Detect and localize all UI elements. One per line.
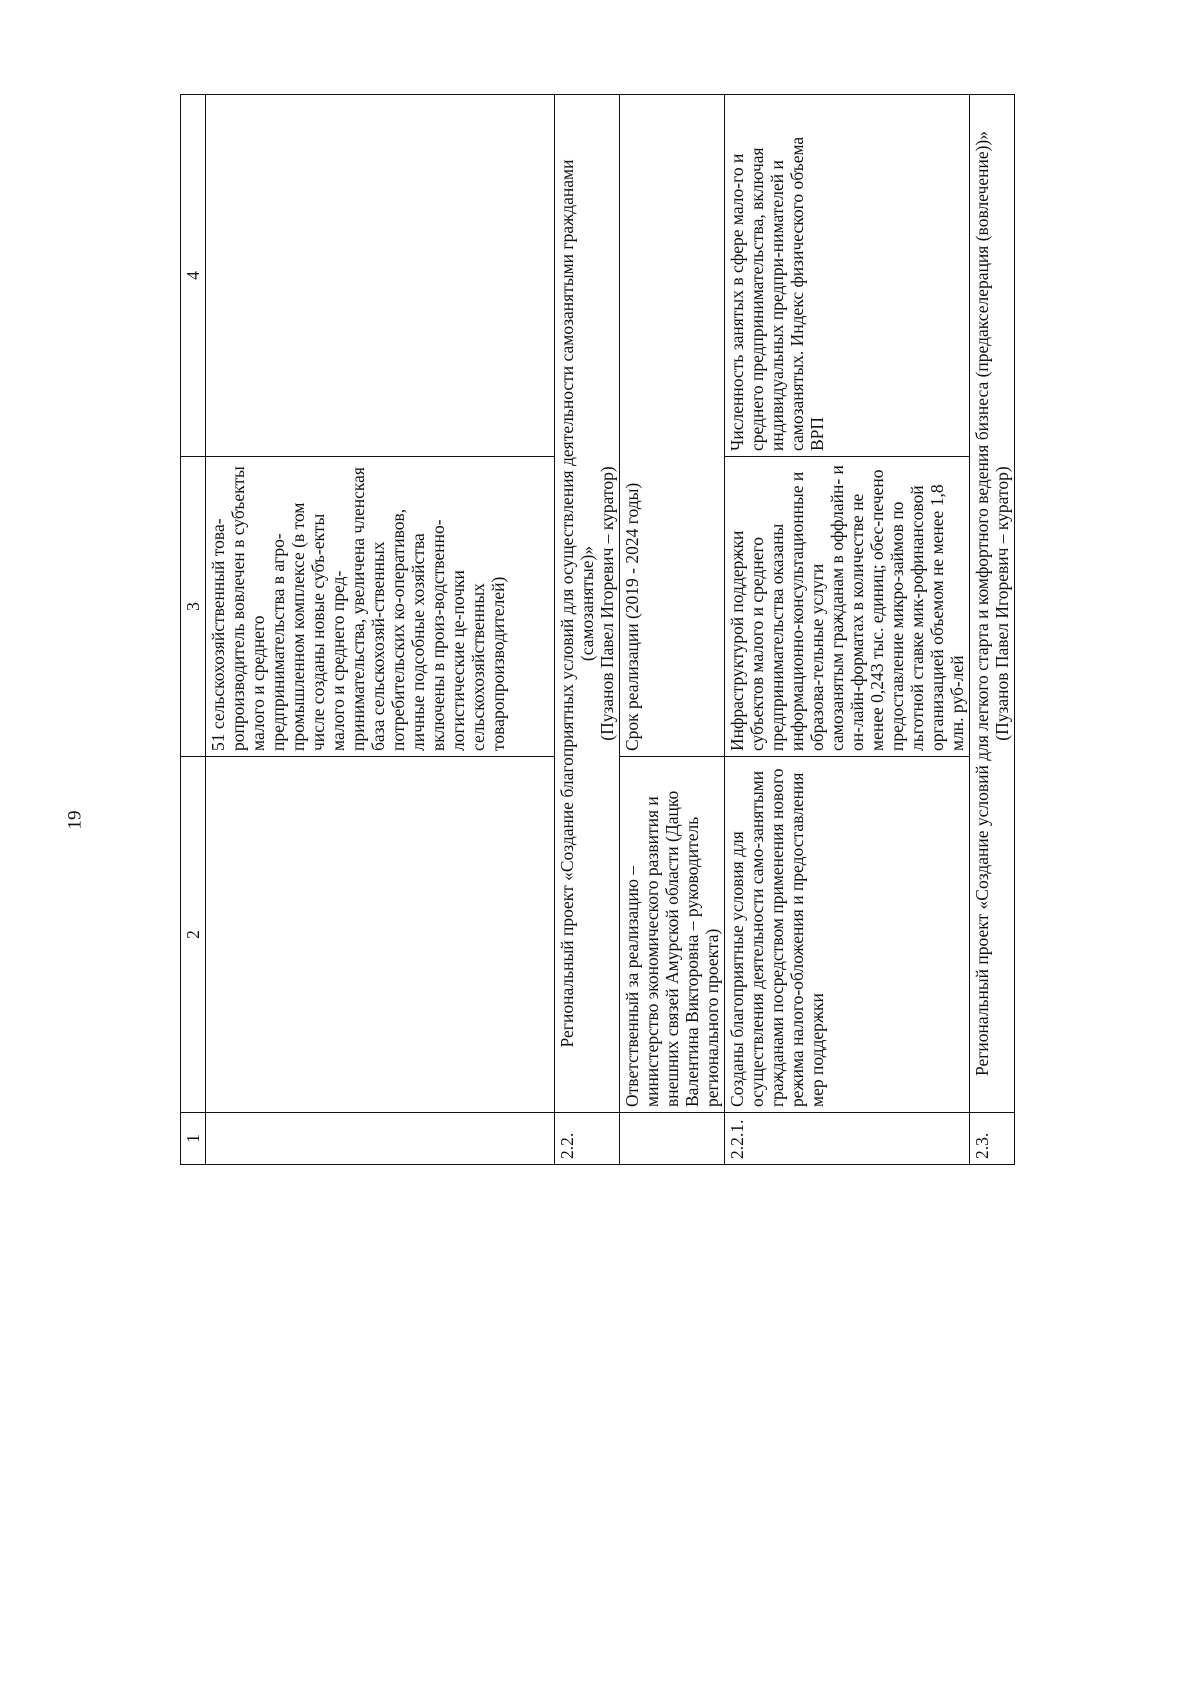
page-number: 19 <box>64 810 86 830</box>
responsible-cell: Ответственный за реализацию – министерство экономического развития и внешних связей Амурской области (Дацко Валентина Викторовна – руководитель регионального проекта) <box>620 757 725 1113</box>
program-table <box>180 94 1015 1165</box>
rotated-table-container <box>180 95 1120 1165</box>
header-cell-4: 4 <box>181 95 206 457</box>
task-2-2-1-text: Созданы благоприятные условия для осуществления деятельности само-занятыми гражданами посредством применения нового режима налого-обложения и предоставления мер поддержки <box>725 757 970 1113</box>
responsible-number-cell <box>620 1113 725 1165</box>
header-cell-1: 1 <box>181 1113 206 1165</box>
continued-row <box>206 95 555 1165</box>
header-cell-2: 2 <box>181 757 206 1113</box>
project-2-2-title-cell <box>555 95 620 1113</box>
project-2-2-row <box>555 95 620 1165</box>
project-2-2-number: 2.2. <box>555 1113 620 1165</box>
continued-result-cell: 51 сельскохозяйственный това-ропроизводитель вовлечен в субъекты малого и среднего предпринимательства в агро-промышленном комплексе (в том числе созданы новые субъ-екты малого и среднего пред-принимательства, увеличена членская база сельскохозяй-ственных потребительских ко-оперативов, личные подсобные хозяйства включены в произ-водственно-логистические це-почки сельскохозяйственных товаропроизводителей) <box>206 457 555 757</box>
continued-indicator-cell <box>206 95 555 457</box>
task-2-2-1-number: 2.2.1. <box>725 1113 970 1165</box>
project-2-3-curator: (Пузанов Павел Игоревич – куратор) <box>992 466 1012 741</box>
responsible-row <box>620 95 725 1165</box>
task-2-2-1-result: Инфраструктурой поддержки субъектов малого и среднего предпринимательства оказаны информационно-консультационные и образова-тельные услуги самозанятым гражданам в оффлайн- и он-лайн-форматах в количестве не менее 0,243 тыс. единиц; обес-печено предоставление микро-займов по льготной ставке мик-рофинансовой организацией объемом не менее 1,8 млн. руб-лей <box>725 457 970 757</box>
continued-number-cell <box>206 1113 555 1165</box>
project-2-2-title: Региональный проект «Создание благоприятных условий для осуществления деятельности самозанятыми гражданами (самозанятые)» <box>557 159 597 1048</box>
term-cell: Срок реализации (2019 - 2024 годы) <box>620 95 725 757</box>
header-row <box>181 95 206 1165</box>
project-2-3-row <box>970 95 1015 1165</box>
task-2-2-1-row <box>725 95 970 1165</box>
project-2-3-number: 2.3. <box>970 1113 1015 1165</box>
header-cell-3: 3 <box>181 457 206 757</box>
project-2-3-title-cell <box>970 95 1015 1113</box>
task-2-2-1-indicators: Численность занятых в сфере мало-го и среднего предпринимательства, включая индивидуальных предпри-нимателей и самозанятых. Индекс физического объема ВРП <box>725 95 970 457</box>
continued-task-cell <box>206 757 555 1113</box>
project-2-2-curator: (Пузанов Павел Игоревич – куратор) <box>597 466 617 741</box>
project-2-3-title: Региональный проект «Создание условий для легкого старта и комфортного ведения бизнеса (предакселерация (вовлечение))» <box>972 130 992 1077</box>
